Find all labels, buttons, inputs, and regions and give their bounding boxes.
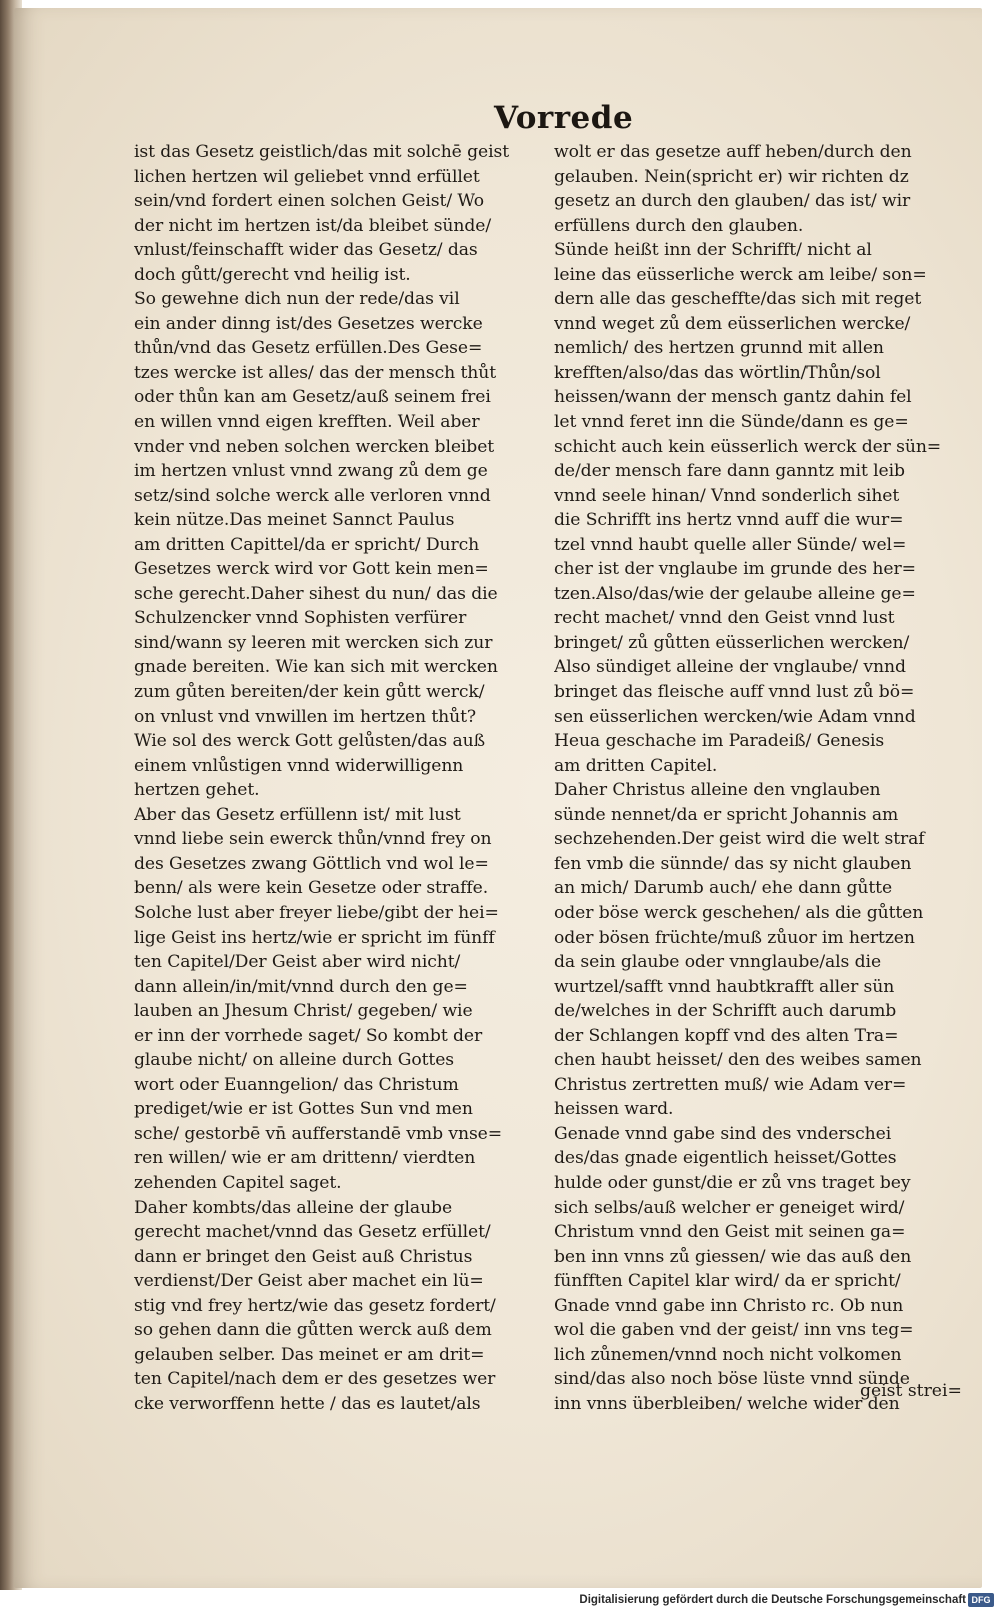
text-line: der nicht im hertzen ist/da bleibet sünde/ [134,215,492,236]
text-line: sein/vnd fordert einen solchen Geist/ Wo [134,191,485,212]
text-line: Gnade vnnd gabe inn Christo rc. Ob nun [554,1295,904,1316]
text-line: recht machet/ vnnd den Geist vnnd lust [554,608,895,629]
text-line: de/welches in der Schrifft auch darumb [554,1001,897,1022]
text-line: Schulzencker vnnd Sophisten verfürer [134,608,467,629]
text-line: sind/wann sy leeren mit wercken sich zur [134,632,493,653]
text-line: vnnd seele hinan/ Vnnd sonderlich sihet [554,485,900,506]
text-line: Gesetzes werck wird vor Gott kein men= [134,559,489,580]
text-line: stig vnd frey hertz/wie das gesetz fordert/ [134,1295,496,1316]
text-line: Sünde heißt inn der Schrifft/ nicht al [554,240,872,261]
text-line: Christum vnnd den Geist mit seinen ga= [554,1222,906,1243]
text-line: Daher kombts/das alleine der glaube [134,1197,453,1218]
text-line: gelauben. Nein(spricht er) wir richten dz [554,166,909,187]
text-line: lauben an Jhesum Christ/ gegeben/ wie [134,1001,473,1022]
text-line: erfüllens durch den glauben. [554,215,804,236]
text-line: lich zůnemen/vnnd noch nicht volkomen [554,1344,902,1365]
text-line: Christus zertretten muß/ wie Adam ver= [554,1074,907,1095]
text-line: so gehen dann die gůtten werck auß dem [134,1320,492,1341]
text-line: ren willen/ wie er am drittenn/ vierdten [134,1148,476,1169]
text-line: sen eüsserlichen wercken/wie Adam vnnd [554,706,916,727]
text-line: bringet/ zů gůtten eüsserlichen wercken/ [554,632,910,653]
text-line: schicht auch kein eüsserlich werck der sün= [554,436,942,457]
text-line: let vnnd feret inn die Sünde/dann es ge= [554,412,909,433]
text-line: wol die gaben vnd der geist/ inn vns teg= [554,1320,914,1341]
text-line: nemlich/ des hertzen grunnd mit allen [554,338,884,359]
text-line: wurtzel/safft vnnd haubtkrafft aller sün [554,976,895,997]
text-line: Also sündiget alleine der vnglaube/ vnnd [554,657,906,678]
text-line: wolt er das gesetze auff heben/durch den [554,142,912,162]
text-line: oder bösen früchte/muß zůuor im hertzen [554,927,915,948]
text-line: thůn/vnd das Gesetz erfüllen.Des Gese= [134,338,483,359]
text-line: einem vnlůstigen vnnd widerwilligenn [134,755,464,776]
text-line: oder thůn kan am Gesetz/auß seinem frei [134,387,491,408]
text-line: gerecht machet/vnnd das Gesetz erfüllet/ [134,1222,491,1243]
catchword: geist strei= [860,1381,962,1401]
text-line: Genade vnnd gabe sind des vnderschei [554,1123,892,1144]
text-line: sechzehenden.Der geist wird die welt straf [554,829,925,850]
text-line: leine das eüsserliche werck am leibe/ son= [554,264,927,285]
text-line: gnade bereiten. Wie kan sich mit wercken [134,657,498,678]
text-line: doch gůtt/gerecht vnd heilig ist. [134,264,411,285]
text-line: er inn der vorrhede saget/ So kombt der [134,1025,483,1046]
text-line: oder böse werck geschehen/ als die gůtten [554,902,924,923]
text-line: dann allein/in/mit/vnnd durch den ge= [134,976,468,997]
text-line: tzes wercke ist alles/ das der mensch thůt [134,362,497,383]
text-line: sche gerecht.Daher sihest du nun/ das die [134,583,498,604]
text-line: im hertzen vnlust vnnd zwang zů dem ge [134,461,488,482]
running-head: Vorrede [494,100,634,136]
text-line: fünfften Capitel klar wird/ da er spricht/ [554,1271,901,1292]
text-line: verdienst/Der Geist aber machet ein lü= [134,1271,484,1292]
text-line: sünde nennet/da er spricht Johannis am [554,804,899,825]
text-line: lige Geist ins hertz/wie er spricht im fünff [134,927,495,948]
left-text-column [134,140,529,1416]
text-line: glaube nicht/ on alleine durch Gottes [134,1050,455,1071]
text-line: de/der mensch fare dann ganntz mit leib [554,461,905,482]
text-line: gesetz an durch den glauben/ das ist/ wir [554,191,911,212]
text-line: an mich/ Darumb auch/ ehe dann gůtte [554,878,893,899]
text-line: wort oder Euanngelion/ das Christum [134,1074,459,1095]
text-line: dern alle das gescheffte/das sich mit reget [554,289,922,310]
text-line: vnnd weget zů dem eüsserlichen wercke/ [554,313,911,334]
text-line: zehenden Capitel saget. [134,1172,342,1193]
text-line: prediget/wie er ist Gottes Sun vnd men [134,1099,473,1120]
text-line: ein ander dinng ist/des Gesetzes wercke [134,313,483,334]
text-line: Wie sol des werck Gott gelůsten/das auß [134,731,485,752]
text-line: kein nütze.Das meinet Sannct Paulus [134,510,455,531]
right-text-column [554,140,942,1416]
text-line: tzel vnnd haubt quelle aller Sünde/ wel= [554,534,907,555]
text-line: am dritten Capitel. [554,755,718,776]
text-line: vnder vnd neben solchen wercken bleibet [134,436,495,457]
text-line: hulde oder gunst/die er zů vns traget bey [554,1172,911,1193]
text-line: setz/sind solche werck alle verloren vnnd [134,485,491,506]
text-line: sche/ gestorbē vn̄ aufferstandē vmb vnse= [134,1123,503,1144]
text-line: Heua geschache im Paradeiß/ Genesis [554,731,885,752]
text-line: Aber das Gesetz erfüllenn ist/ mit lust [134,804,461,825]
text-line: on vnlust vnd vnwillen im hertzen thůt? [134,706,476,727]
text-line: So gewehne dich nun der rede/das vil [134,289,460,310]
text-line: bringet das fleische auff vnnd lust zů bö= [554,682,915,703]
text-line: dann er bringet den Geist auß Christus [134,1246,473,1267]
text-line: ist das Gesetz geistlich/das mit solchē geist [134,142,510,162]
text-line: hertzen gehet. [134,780,260,801]
text-line: inn vnns überbleiben/ welche wider den [554,1393,900,1414]
text-line: gelauben selber. Das meinet er am drit= [134,1344,485,1365]
dfg-logo: DFG [968,1593,994,1607]
text-line: cke verworffenn hette / das es lautet/als [134,1393,481,1414]
text-line: en willen vnnd eigen krefften. Weil aber [134,412,480,433]
text-line: Daher Christus alleine den vnglauben [554,780,881,801]
text-line: vnnd liebe sein ewerck thůn/vnnd frey on [134,829,492,850]
text-line: vnlust/feinschafft wider das Gesetz/ das [134,240,478,261]
text-line: fen vmb die sünnde/ das sy nicht glauben [554,853,912,874]
text-line: des/das gnade eigentlich heisset/Gottes [554,1148,897,1169]
text-line: tzen.Also/das/wie der gelaube alleine ge= [554,583,916,604]
footer-credit: Digitalisierung gefördert durch die Deutsche Forschungsgemeinschaft [579,1594,966,1606]
text-line: benn/ als were kein Gesetze oder straffe. [134,878,489,899]
text-line: der Schlangen kopff vnd des alten Tra= [554,1025,899,1046]
text-line: chen haubt heisset/ den des weibes samen [554,1050,922,1071]
digitization-footer [0,1590,1000,1612]
text-line: heissen/wann der mensch gantz dahin fel [554,387,912,408]
text-line: heissen ward. [554,1099,674,1120]
text-line: die Schrifft ins hertz vnnd auff die wur= [554,510,904,531]
text-line: lichen hertzen wil geliebet vnnd erfüllet [134,166,480,187]
text-line: sich selbs/auß welcher er geneiget wird/ [554,1197,905,1218]
text-line: sind/das also noch böse lüste vnnd sünde [554,1369,910,1390]
text-line: cher ist der vnglaube im grunde des her= [554,559,916,580]
text-line: ten Capitel/nach dem er des gesetzes wer [134,1369,496,1390]
text-line: krefften/also/das das wörtlin/Thůn/sol [554,362,881,383]
text-line: am dritten Capittel/da er spricht/ Durch [134,534,480,555]
text-line: zum gůten bereiten/der kein gůtt werck/ [134,682,485,703]
text-line: ben inn vnns zů giessen/ wie das auß den [554,1246,912,1267]
text-line: des Gesetzes zwang Göttlich vnd wol le= [134,853,489,874]
text-line: da sein glaube oder vnnglaube/als die [554,952,882,973]
text-line: Solche lust aber freyer liebe/gibt der hei= [134,902,499,923]
text-line: ten Capitel/Der Geist aber wird nicht/ [134,952,461,973]
